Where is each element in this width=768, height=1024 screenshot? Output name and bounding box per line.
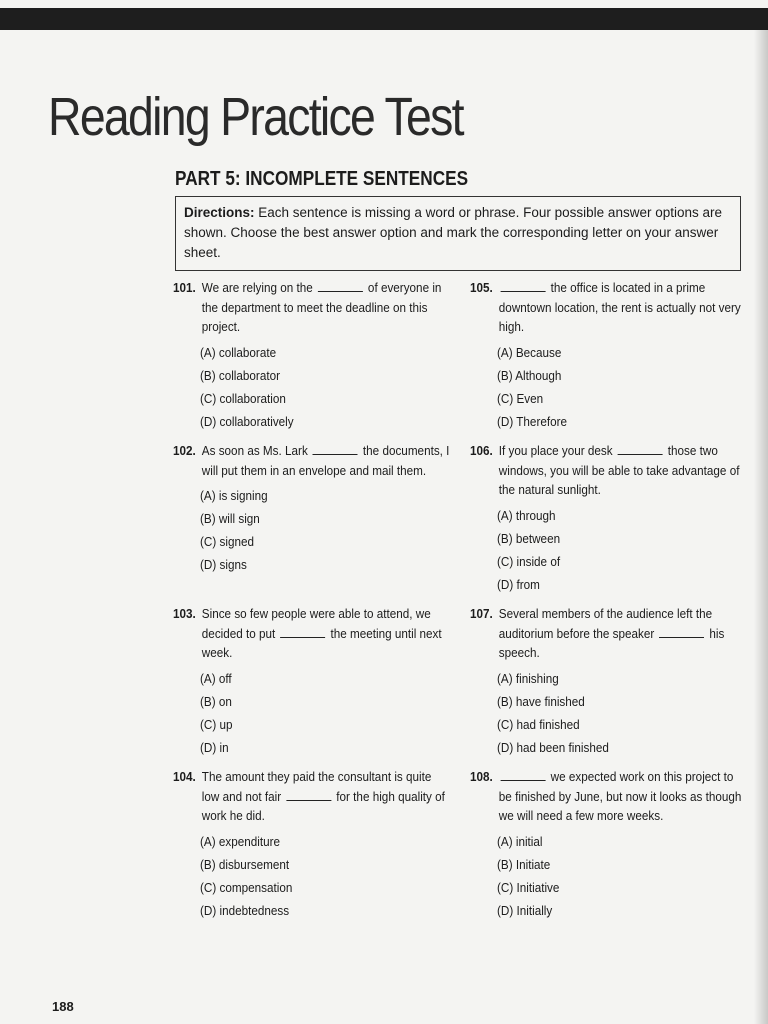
question-text: As soon as Ms. Lark the documents, I will put them in an envelope and mail them.: [201, 443, 450, 478]
answer-options: [173, 484, 430, 576]
question-text: If you place your desk those two windows, you will be able to take advantage of the natural sunlight.: [498, 443, 740, 497]
option-a: (A) finishing: [497, 670, 559, 686]
top-bar: [0, 8, 768, 30]
option-a: (A) Because: [497, 344, 562, 360]
question-number: 108.: [470, 769, 493, 784]
answer-blank: [286, 790, 331, 801]
questions-left-column: [173, 278, 458, 930]
option-d: (D) collaboratively: [200, 413, 294, 429]
option-d: (D) indebtedness: [200, 902, 290, 918]
question-text: we expected work on this project to be finished by June, but now it looks as though we will need a few more weeks.: [498, 769, 742, 823]
option-c: (C) Initiative: [497, 879, 560, 895]
question-108: [470, 767, 755, 930]
question-103: [173, 604, 458, 767]
question-number: 102.: [173, 443, 196, 458]
question-number: 105.: [470, 280, 493, 295]
question-number: 101.: [173, 280, 196, 295]
option-a: (A) initial: [497, 833, 543, 849]
question-text: The amount they paid the consultant is quite low and not fair for the high quality of work he did.: [201, 769, 445, 823]
answer-blank: [501, 281, 546, 292]
option-b: (B) collaborator: [200, 367, 280, 383]
answer-options: [173, 667, 430, 759]
answer-blank: [318, 281, 363, 292]
option-d: (D) had been finished: [497, 739, 609, 755]
option-a: (A) off: [200, 670, 232, 686]
option-d: (D) Initially: [497, 902, 553, 918]
answer-options: [173, 830, 430, 922]
option-b: (B) have finished: [497, 693, 585, 709]
question-number: 106.: [470, 443, 493, 458]
option-b: (B) will sign: [200, 511, 260, 526]
option-b: (B) on: [200, 693, 232, 709]
answer-blank: [280, 627, 325, 638]
option-a: (A) through: [497, 507, 556, 523]
option-d: (D) from: [497, 576, 540, 592]
question-105: [470, 278, 755, 441]
page-edge-shadow: [754, 30, 768, 1024]
question-text: the office is located in a prime downtown location, the rent is actually not very high.: [498, 280, 741, 334]
directions-text: Each sentence is missing a word or phrase. Four possible answer options are shown. Choose the best answer option and mark the corresponding letter on your answer sheet.: [184, 205, 722, 260]
answer-options: [470, 830, 727, 922]
option-d: (D) Therefore: [497, 413, 568, 429]
question-number: 104.: [173, 769, 196, 784]
option-c: (C) collaboration: [200, 390, 286, 406]
page-number: 188: [52, 999, 74, 1014]
question-102: [173, 441, 458, 604]
question-text: Several members of the audience left the auditorium before the speaker his speech.: [498, 606, 725, 660]
answer-options: [470, 341, 727, 433]
option-c: (C) had finished: [497, 716, 580, 732]
answer-blank: [659, 627, 704, 638]
answer-options: [470, 667, 727, 759]
option-a: (A) expenditure: [200, 833, 281, 849]
answer-blank: [618, 444, 663, 455]
directions-label: Directions:: [184, 205, 255, 220]
directions-box: [175, 196, 741, 271]
question-104: [173, 767, 458, 930]
question-106: [470, 441, 755, 604]
part-heading: PART 5: INCOMPLETE SENTENCES: [175, 168, 469, 190]
question-text: Since so few people were able to attend, we decided to put the meeting until next week.: [201, 606, 442, 660]
option-b: (B) disbursement: [200, 856, 290, 872]
answer-blank: [313, 444, 358, 455]
answer-options: [173, 341, 430, 433]
option-c: (C) inside of: [497, 553, 561, 569]
questions-right-column: [470, 278, 755, 930]
option-d: (D) signs: [200, 557, 247, 572]
option-c: (C) up: [200, 716, 233, 732]
answer-options: [470, 504, 727, 596]
question-text: We are relying on the of everyone in the department to meet the deadline on this project.: [201, 280, 442, 334]
option-a: (A) is signing: [200, 488, 268, 503]
answer-blank: [501, 770, 546, 781]
question-101: [173, 278, 458, 441]
page-title: Reading Practice Test: [48, 87, 463, 147]
option-c: (C) compensation: [200, 879, 293, 895]
option-c: (C) signed: [200, 534, 254, 549]
option-d: (D) in: [200, 739, 229, 755]
option-b: (B) between: [497, 530, 561, 546]
option-c: (C) Even: [497, 390, 544, 406]
question-number: 103.: [173, 606, 196, 621]
option-a: (A) collaborate: [200, 344, 277, 360]
option-b: (B) Initiate: [497, 856, 551, 872]
question-number: 107.: [470, 606, 493, 621]
question-107: [470, 604, 755, 767]
option-b: (B) Although: [497, 367, 562, 383]
